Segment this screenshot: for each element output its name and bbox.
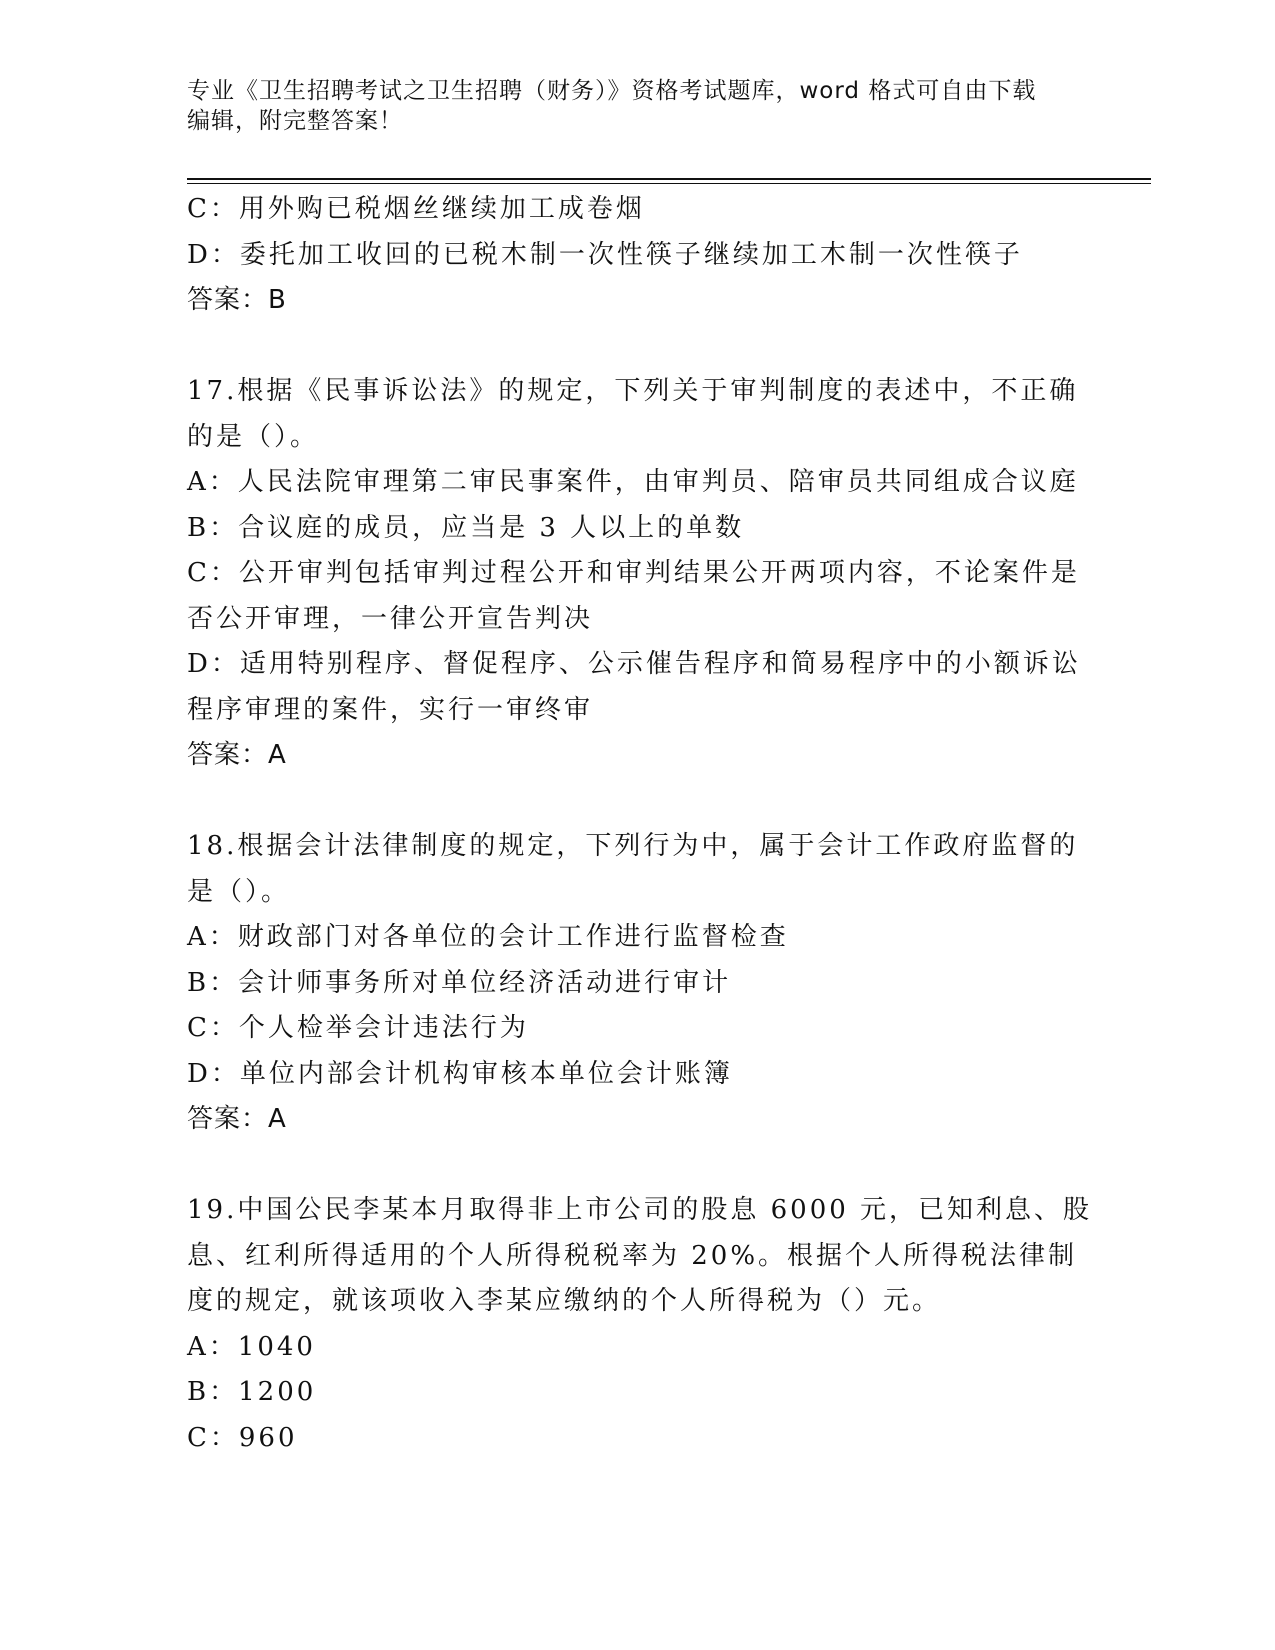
header-line-2: 编辑，附完整答案！ [187, 108, 403, 134]
document-header [187, 76, 1067, 136]
question-line: C：个人检举会计违法行为 [187, 1013, 529, 1043]
question-line: C：用外购已税烟丝继续加工成卷烟 [187, 194, 645, 224]
question-line: B：1200 [187, 1377, 317, 1407]
question-line: B：合议庭的成员，应当是 3 人以上的单数 [187, 512, 745, 543]
question-line: 否公开审理，一律公开宣告判决 [187, 603, 594, 634]
question-content [187, 187, 1093, 1461]
question-line: A：财政部门对各单位的会计工作进行监督检查 [187, 922, 789, 952]
question-line: B：会计师事务所对单位经济活动进行审计 [187, 967, 732, 998]
question-line: D：单位内部会计机构审核本单位会计账簿 [187, 1058, 733, 1089]
block-gap [187, 779, 1087, 825]
question-line: D：委托加工收回的已税木制一次性筷子继续加工木制一次性筷子 [187, 239, 1023, 270]
answer-line: 答案：A [187, 1104, 287, 1134]
question-line: D：适用特别程序、督促程序、公示催告程序和简易程序中的小额诉讼 [187, 649, 1081, 679]
block-gap [187, 324, 1087, 370]
header-divider [187, 178, 1151, 184]
header-line-1: 专业《卫生招聘考试之卫生招聘（财务）》资格考试题库，word 格式可自由下载 [187, 78, 1037, 104]
question-line: 17.根据《民事诉讼法》的规定，下列关于审判制度的表述中，不正确 [187, 376, 1079, 406]
question-line: 是（）。 [187, 876, 291, 907]
question-line: C：960 [187, 1422, 298, 1453]
question-line: C：公开审判包括审判过程公开和审判结果公开两项内容，不论案件是 [187, 558, 1080, 588]
question-line: 程序审理的案件，实行一审终审 [187, 694, 594, 725]
question-line: 度的规定，就该项收入李某应缴纳的个人所得税为（）元。 [187, 1286, 942, 1316]
question-line: A：人民法院审理第二审民事案件，由审判员、陪审员共同组成合议庭 [187, 467, 1079, 497]
question-line: 息、红利所得适用的个人所得税税率为 20%。根据个人所得税法律制 [187, 1240, 1078, 1271]
answer-line: 答案：B [187, 285, 287, 315]
block-gap [187, 1143, 1087, 1189]
question-line: 18.根据会计法律制度的规定，下列行为中，属于会计工作政府监督的 [187, 831, 1079, 861]
question-line: 的是（）。 [187, 421, 320, 452]
answer-line: 答案：A [187, 740, 287, 770]
question-line: A：1040 [187, 1331, 316, 1362]
question-line: 19.中国公民李某本月取得非上市公司的股息 6000 元，已知利息、股 [187, 1195, 1093, 1225]
